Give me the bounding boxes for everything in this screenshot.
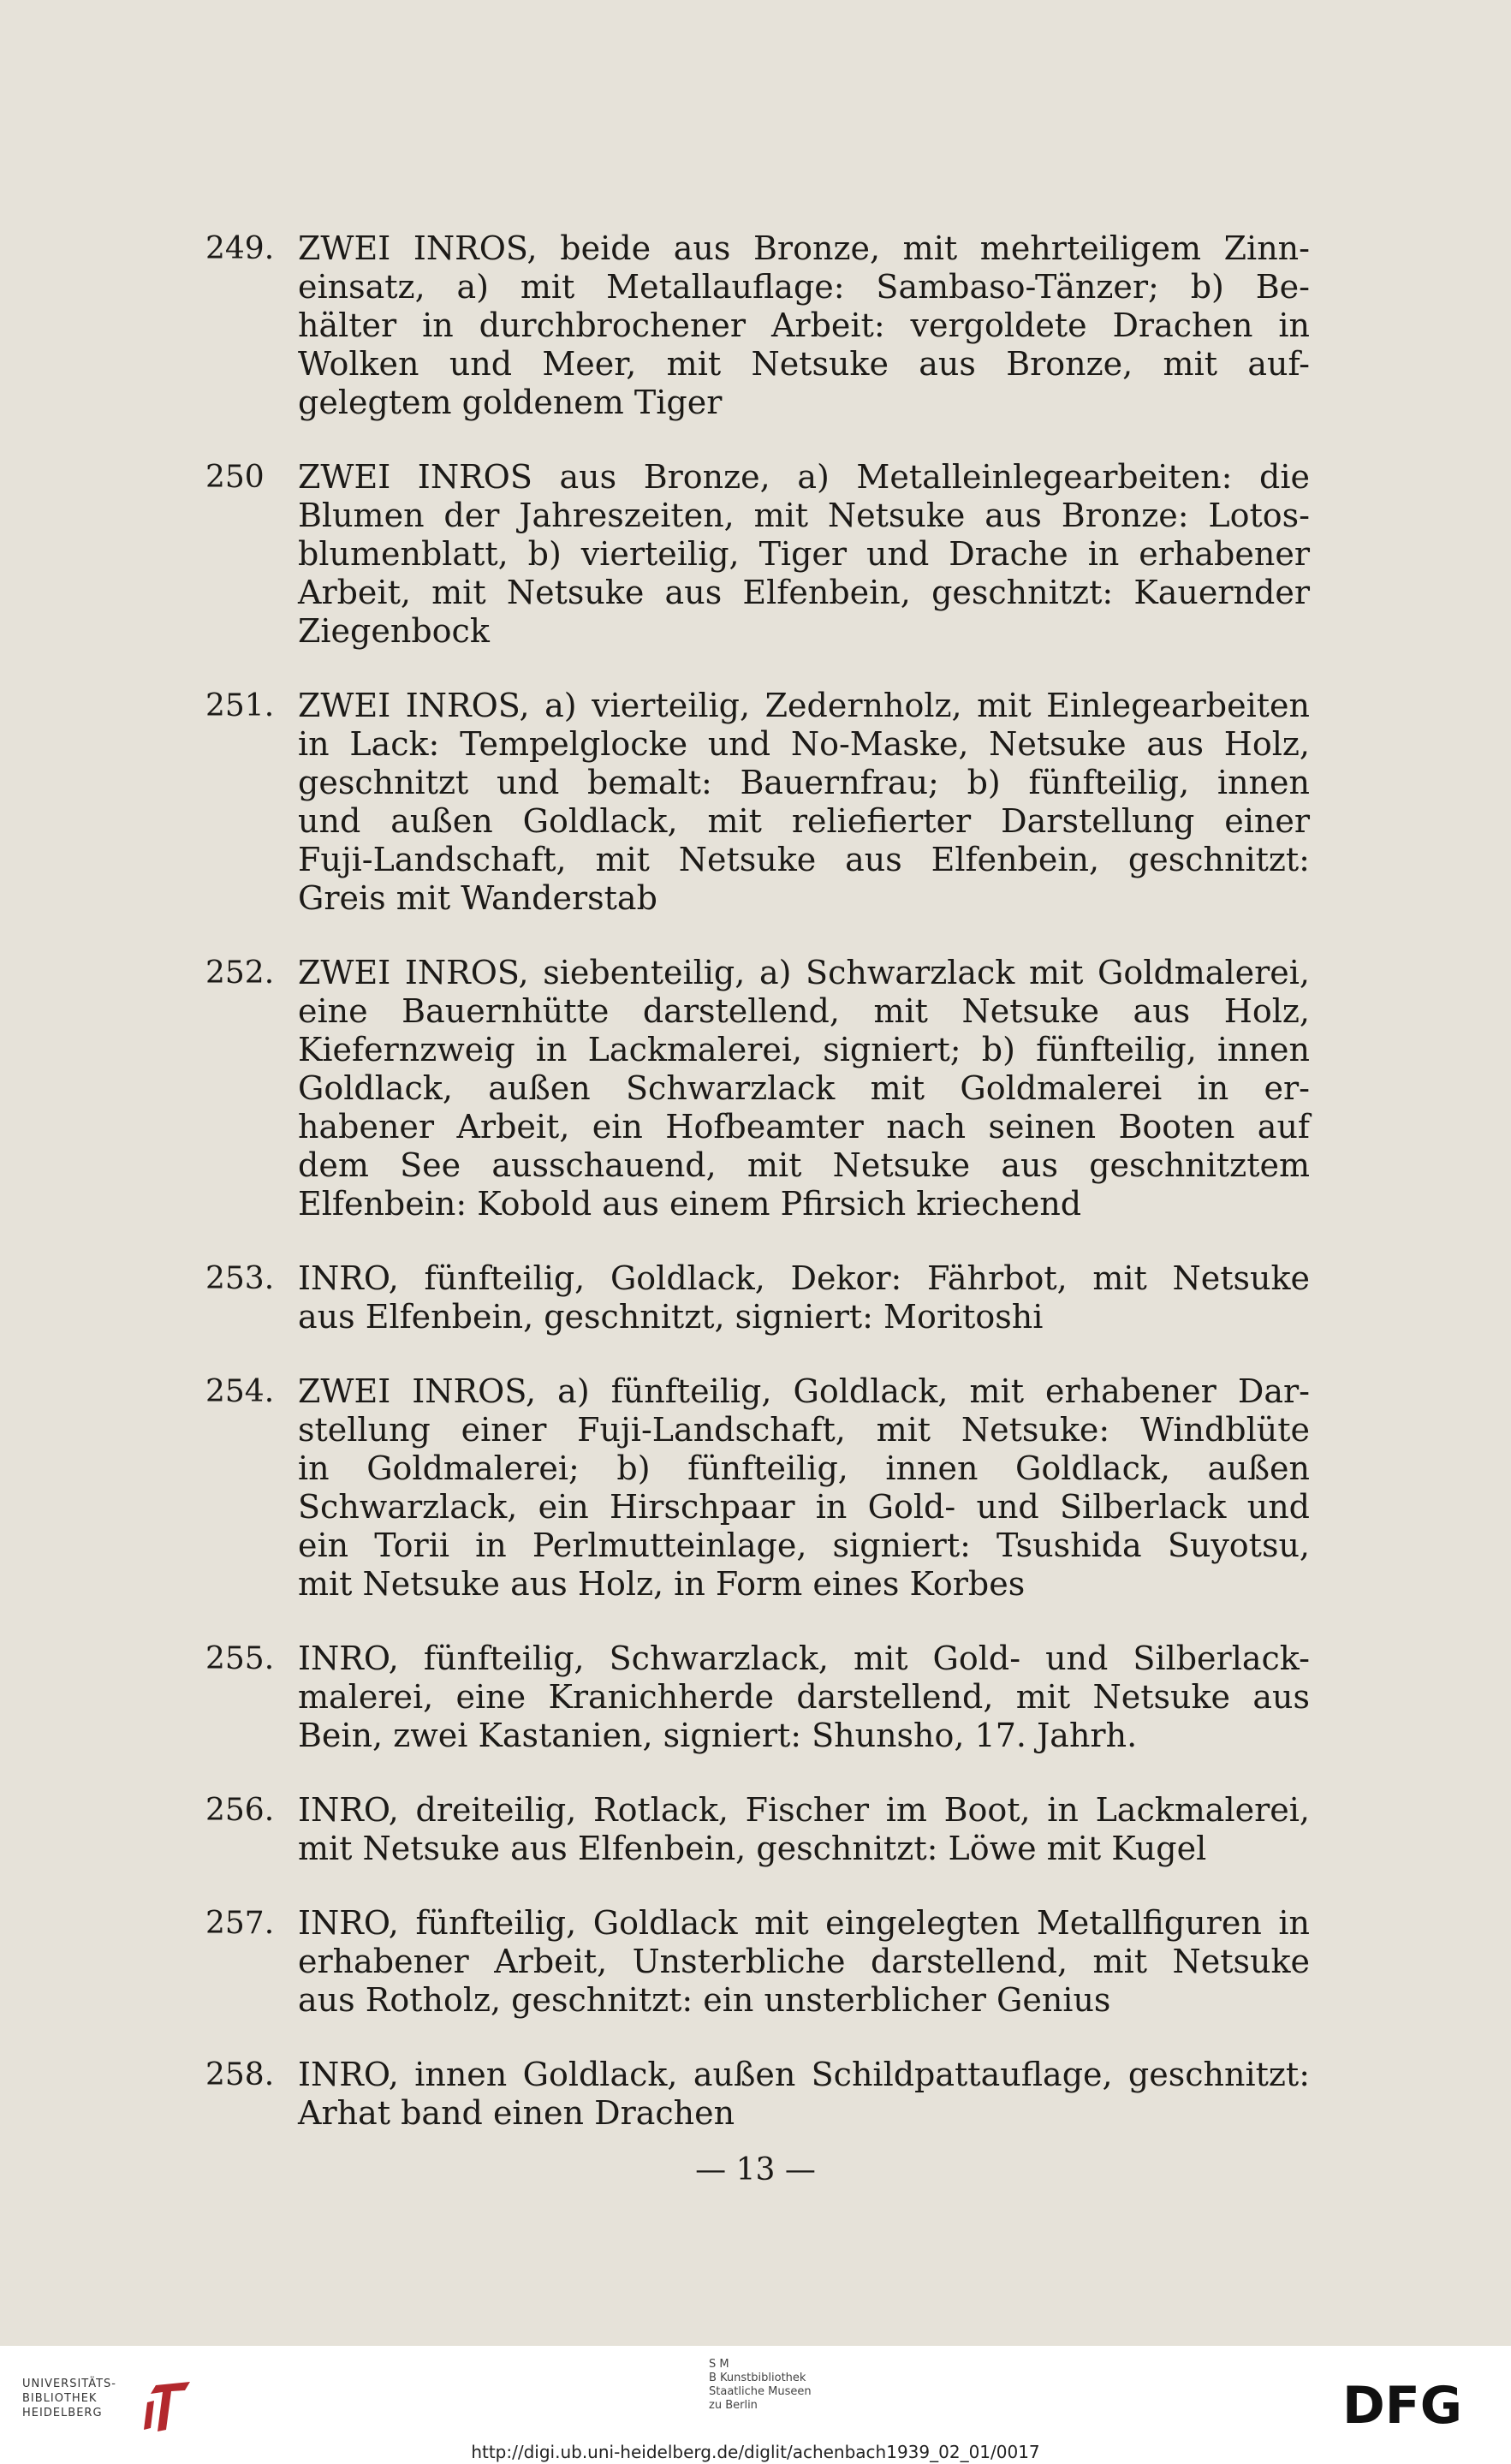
catalog-entry <box>205 229 1310 422</box>
entry-text-line: stellung einer Fuji-Landschaft, mit Netsuke: Windblüte <box>298 1411 1310 1449</box>
entry-number: 249. <box>205 231 275 266</box>
entry-number: 258. <box>205 2057 275 2092</box>
catalog-entry <box>205 458 1310 651</box>
entry-text-line: Wolken und Meer, mit Netsuke aus Bronze, mit auf- <box>298 345 1310 383</box>
entry-text-line: und außen Goldlack, mit reliefierter Darstellung einer <box>298 802 1310 840</box>
entry-text-line: INRO, fünfteilig, Goldlack, Dekor: Fährbot, mit Netsuke <box>298 1259 1310 1297</box>
entry-text-line: ZWEI INROS aus Bronze, a) Metalleinlegearbeiten: die <box>298 458 1310 496</box>
entry-text-line: habener Arbeit, ein Hofbeamter nach seinen Booten auf <box>298 1108 1310 1146</box>
entry-text-line: einsatz, a) mit Metallauflage: Sambaso-Tänzer; b) Be- <box>298 268 1310 306</box>
page-number: — 13 — <box>695 2152 816 2187</box>
entry-text-line: aus Elfenbein, geschnitzt, signiert: Moritoshi <box>298 1298 1044 1336</box>
permalink-url[interactable]: http://digi.ub.uni-heidelberg.de/diglit/achenbach1939_02_01/0017 <box>471 2442 1040 2462</box>
entry-text-line: eine Bauernhütte darstellend, mit Netsuke aus Holz, <box>298 992 1310 1030</box>
entry-text-line: ZWEI INROS, beide aus Bronze, mit mehrteiligem Zinn- <box>298 229 1310 267</box>
entry-text-line: Bein, zwei Kastanien, signiert: Shunsho, 17. Jahrh. <box>298 1717 1138 1754</box>
catalog-entry <box>205 687 1310 918</box>
entry-text-line: in Lack: Tempelglocke und No-Maske, Netsuke aus Holz, <box>298 725 1310 763</box>
entry-text-line: Goldlack, außen Schwarzlack mit Goldmalerei in er- <box>298 1069 1310 1107</box>
university-library-name: UNIVERSITÄTS- BIBLIOTHEK HEIDELBERG <box>22 2378 116 2419</box>
smb-kunstbibliothek-logo[interactable]: S M B Kunstbibliothek Staatliche Museen zu Berlin <box>709 2358 812 2412</box>
catalog-entry <box>205 2056 1310 2133</box>
entry-text-line: Arbeit, mit Netsuke aus Elfenbein, geschnitzt: Kauernder <box>298 574 1310 611</box>
entry-text-line: Greis mit Wanderstab <box>298 879 657 917</box>
entry-text-line: ZWEI INROS, a) fünfteilig, Goldlack, mit erhabener Dar- <box>298 1372 1310 1410</box>
entry-text-line: mit Netsuke aus Holz, in Form eines Korbes <box>298 1565 1026 1603</box>
entry-number: 256. <box>205 1793 275 1828</box>
entry-text-line: Ziegenbock <box>298 612 490 650</box>
entry-text-line: INRO, innen Goldlack, außen Schildpattauflage, geschnitzt: <box>298 2056 1310 2093</box>
entry-number: 254. <box>205 1374 275 1409</box>
entry-text-line: hälter in durchbrochener Arbeit: vergoldete Drachen in <box>298 307 1310 344</box>
entry-text-line: ZWEI INROS, a) vierteilig, Zedernholz, mit Einlegearbeiten <box>298 687 1310 724</box>
university-seal-icon <box>140 2377 197 2437</box>
entry-text-line: INRO, dreiteilig, Rotlack, Fischer im Boot, in Lackmalerei, <box>298 1791 1310 1829</box>
entry-text-line: Elfenbein: Kobold aus einem Pfirsich kriechend <box>298 1185 1082 1223</box>
catalog-entries <box>205 229 1310 2169</box>
svg-text:DFG: DFG <box>1342 2380 1463 2428</box>
entry-text-line: mit Netsuke aus Elfenbein, geschnitzt: Löwe mit Kugel <box>298 1830 1207 1867</box>
dfg-logo[interactable] <box>1342 2380 1479 2428</box>
entry-text-line: in Goldmalerei; b) fünfteilig, innen Goldlack, außen <box>298 1449 1310 1487</box>
university-library-logo[interactable] <box>22 2377 193 2437</box>
entry-text-line: dem See ausschauend, mit Netsuke aus geschnitztem <box>298 1146 1310 1184</box>
entry-text-line: Fuji-Landschaft, mit Netsuke aus Elfenbein, geschnitzt: <box>298 841 1310 878</box>
entry-number: 250 <box>205 460 265 495</box>
catalog-entry <box>205 1791 1310 1868</box>
entry-text-line: erhabener Arbeit, Unsterbliche darstellend, mit Netsuke <box>298 1943 1310 1980</box>
entry-number: 251. <box>205 688 275 723</box>
catalog-entry <box>205 954 1310 1223</box>
entry-text-line: Arhat band einen Drachen <box>298 2094 735 2132</box>
entry-text-line: malerei, eine Kranichherde darstellend, mit Netsuke aus <box>298 1678 1310 1716</box>
catalog-entry <box>205 1259 1310 1336</box>
entry-text-line: Blumen der Jahreszeiten, mit Netsuke aus Bronze: Lotos- <box>298 497 1310 534</box>
entry-text-line: Kiefernzweig in Lackmalerei, signiert; b) fünfteilig, innen <box>298 1031 1310 1068</box>
entry-text-line: gelegtem goldenem Tiger <box>298 384 723 421</box>
entry-number: 253. <box>205 1261 275 1296</box>
entry-text-line: blumenblatt, b) vierteilig, Tiger und Drache in erhabener <box>298 535 1310 573</box>
entry-number: 255. <box>205 1641 275 1676</box>
catalog-entry <box>205 1640 1310 1755</box>
entry-text-line: INRO, fünfteilig, Schwarzlack, mit Gold- und Silberlack- <box>298 1640 1310 1677</box>
entry-text-line: ZWEI INROS, siebenteilig, a) Schwarzlack mit Goldmalerei, <box>298 954 1310 991</box>
entry-text-line: INRO, fünfteilig, Goldlack mit eingelegten Metallfiguren in <box>298 1904 1310 1942</box>
entry-text-line: aus Rotholz, geschnitzt: ein unsterblicher Genius <box>298 1981 1111 2019</box>
entry-number: 257. <box>205 1906 275 1941</box>
entry-number: 252. <box>205 955 275 991</box>
entry-text-line: Schwarzlack, ein Hirschpaar in Gold- und Silberlack und <box>298 1488 1310 1526</box>
entry-text-line: geschnitzt und bemalt: Bauernfrau; b) fünfteilig, innen <box>298 764 1310 801</box>
catalog-entry <box>205 1904 1310 2020</box>
catalog-entry <box>205 1372 1310 1604</box>
entry-text-line: ein Torii in Perlmutteinlage, signiert: Tsushida Suyotsu, <box>298 1527 1310 1564</box>
digitization-footer <box>0 2346 1511 2464</box>
